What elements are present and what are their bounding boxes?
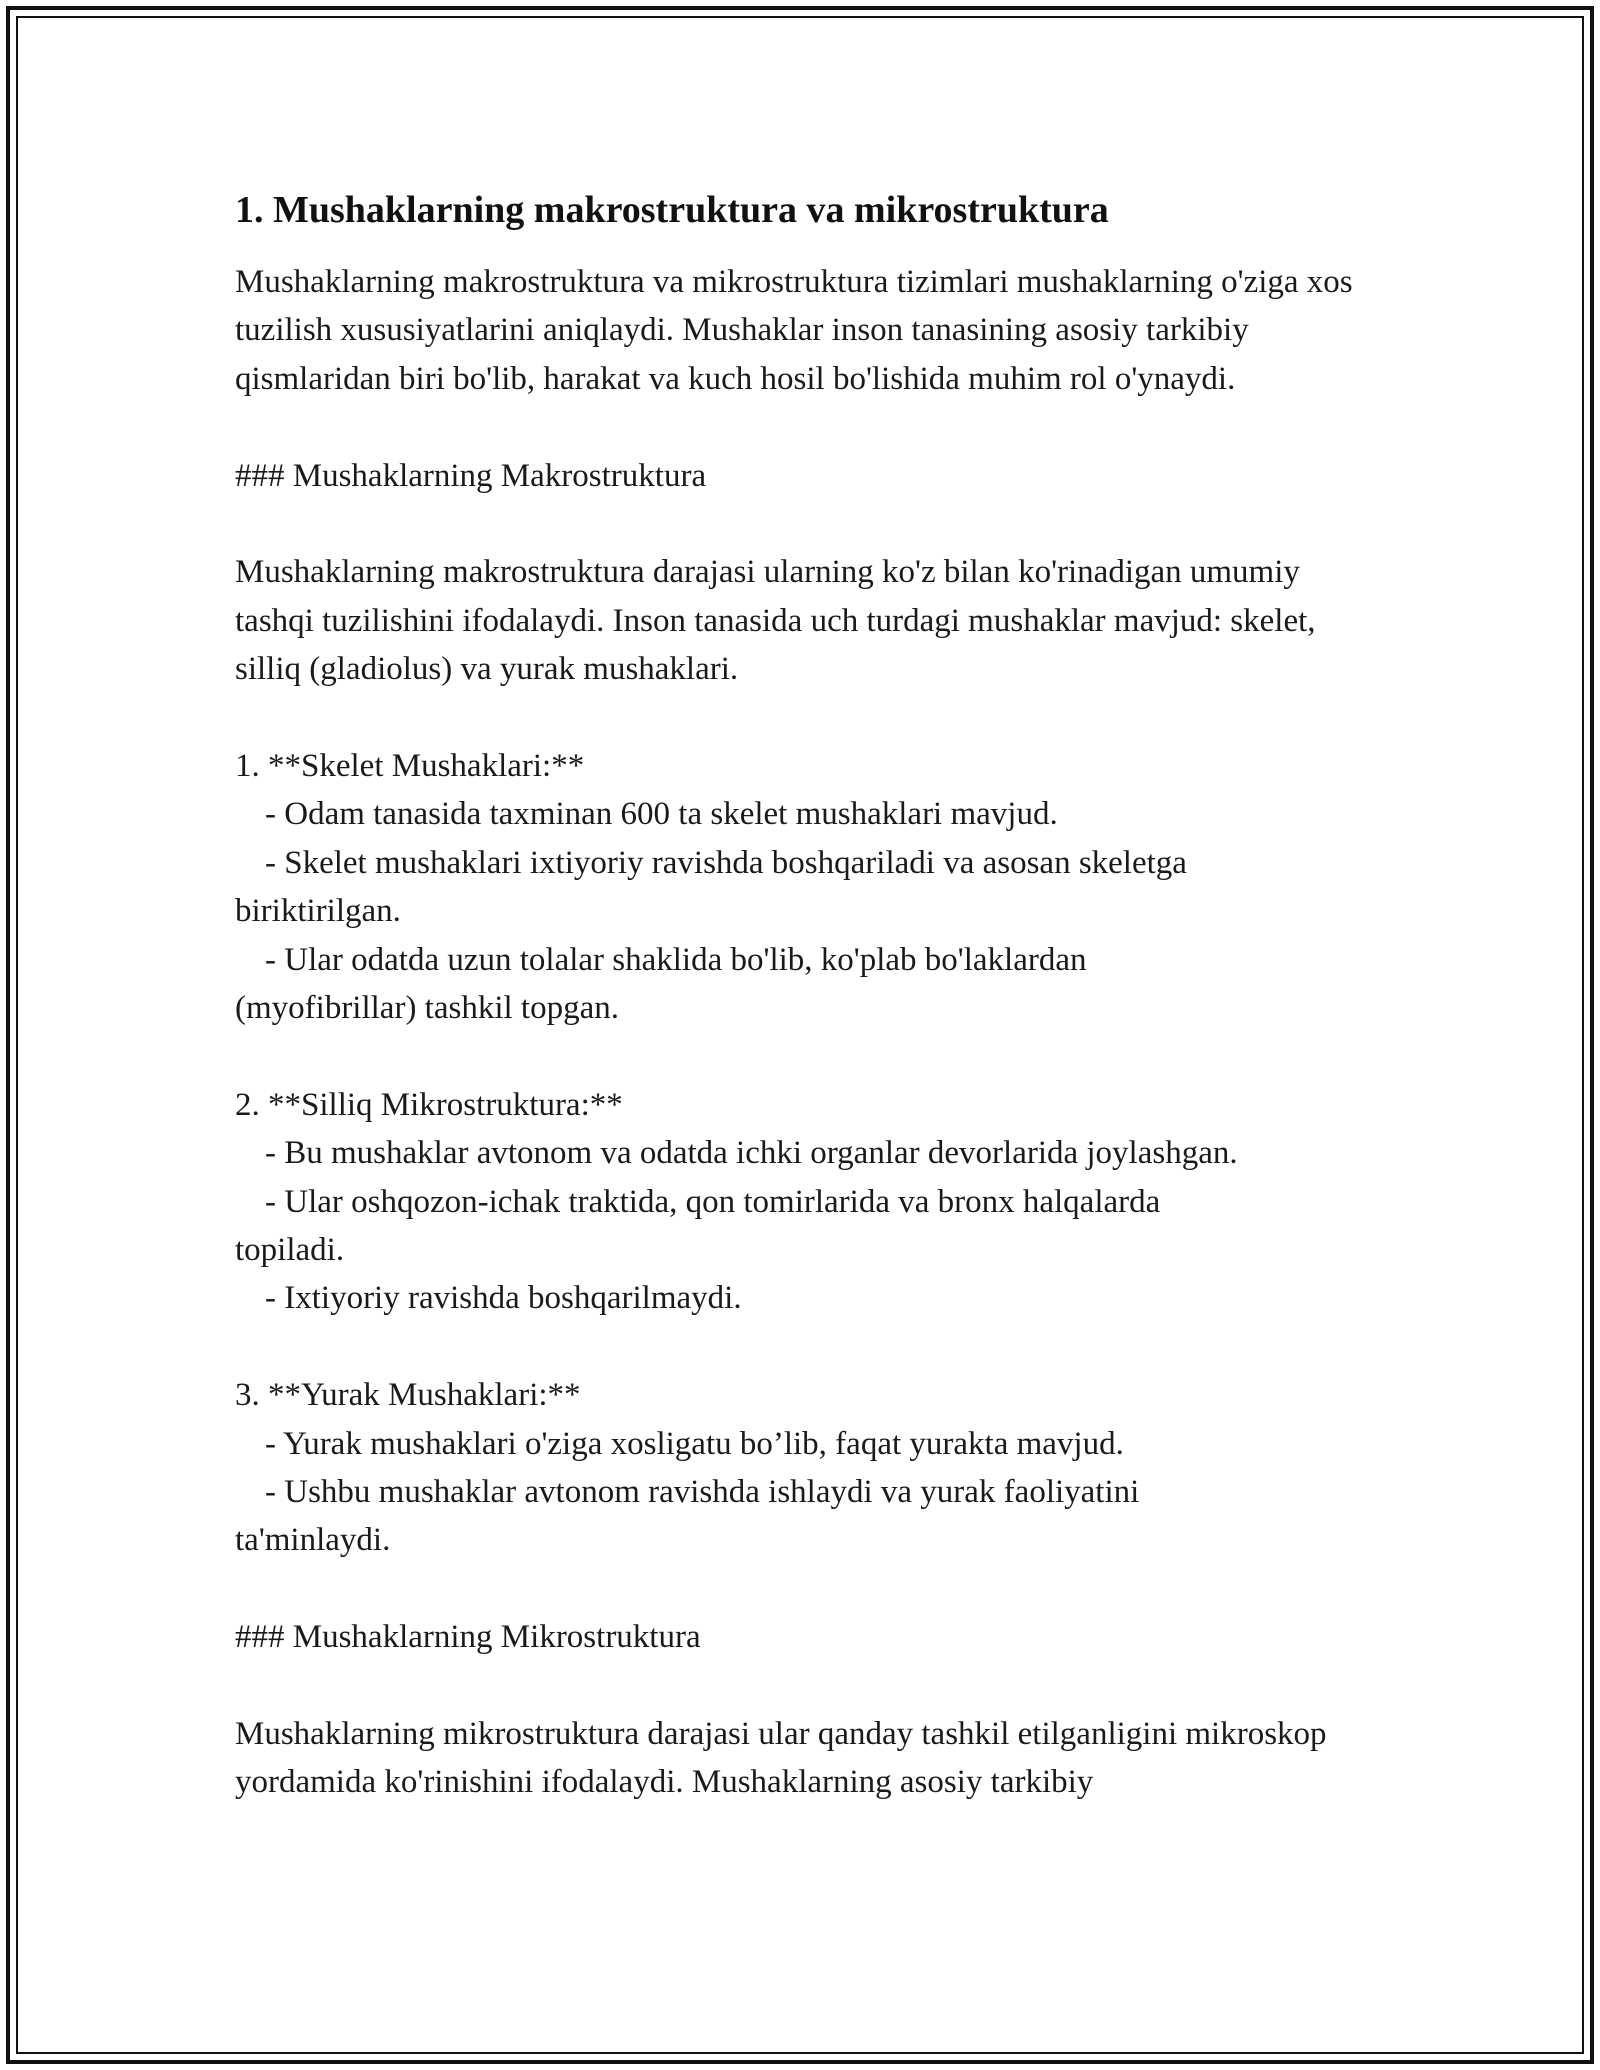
spacer bbox=[235, 1032, 1365, 1080]
macro-heading: ### Mushaklarning Makrostruktura bbox=[235, 457, 707, 494]
spacer bbox=[235, 694, 1365, 742]
document-title: 1. Mushaklarning makrostruktura va mikrostruktura bbox=[235, 189, 1109, 231]
list-item-continuation: biriktirilgan. bbox=[235, 893, 401, 930]
list-item: - Ular odatda uzun tolalar shaklida bo'lib, ko'plab bo'laklardan bbox=[265, 941, 1087, 978]
micro-heading: ### Mushaklarning Mikrostruktura bbox=[235, 1619, 701, 1656]
list-item-continuation: ta'minlaydi. bbox=[235, 1522, 391, 1559]
list-heading: 3. **Yurak Mushaklari:** bbox=[235, 1377, 581, 1414]
spacer bbox=[235, 1565, 1365, 1613]
list-item: - Ixtiyoriy ravishda boshqarilmaydi. bbox=[265, 1280, 742, 1317]
spacer bbox=[235, 500, 1365, 548]
list-item: - Ushbu mushaklar avtonom ravishda ishlaydi va yurak faoliyatini bbox=[265, 1474, 1140, 1511]
list-section-yurak bbox=[235, 1371, 1365, 1565]
list-item: - Ular oshqozon-ichak traktida, qon tomirlarida va bronx halqalarda bbox=[265, 1183, 1161, 1220]
spacer bbox=[235, 1662, 1365, 1710]
macro-paragraph: Mushaklarning makrostruktura darajasi ularning ko'z bilan ko'rinadigan umumiy tashqi tuzilishini ifodalaydi. Inson tanasida uch turdagi mushaklar mavjud: skelet, silliq (gladiolus) va yurak mushaklari. bbox=[235, 554, 1324, 688]
spacer bbox=[235, 403, 1365, 451]
list-item: - Yurak mushaklari o'ziga xosligatu bo’lib, faqat yurakta mavjud. bbox=[265, 1425, 1124, 1462]
list-heading: 2. **Silliq Mikrostruktura:** bbox=[235, 1086, 623, 1123]
list-item: - Odam tanasida taxminan 600 ta skelet mushaklari mavjud. bbox=[265, 796, 1058, 833]
list-item: - Bu mushaklar avtonom va odatda ichki organlar devorlarida joylashgan. bbox=[265, 1135, 1238, 1172]
list-section-silliq bbox=[235, 1081, 1365, 1323]
micro-paragraph: Mushaklarning mikrostruktura darajasi ular qanday tashkil etilganligini mikroskop yordamida ko'rinishini ifodalaydi. Mushaklarning asosiy tarkibiy bbox=[235, 1716, 1335, 1801]
list-item-continuation: (myofibrillar) tashkil topgan. bbox=[235, 990, 619, 1027]
list-section-skelet bbox=[235, 742, 1365, 1032]
intro-paragraph: Mushaklarning makrostruktura va mikrostruktura tizimlari mushaklarning o'ziga xos tuzilish xususiyatlarini aniqlaydi. Mushaklar inson tanasining asosiy tarkibiy qismlaridan biri bo'lib, harakat va kuch hosil bo'lishida muhim rol o'ynaydi. bbox=[235, 264, 1361, 397]
list-item: - Skelet mushaklari ixtiyoriy ravishda boshqariladi va asosan skeletga bbox=[265, 844, 1187, 881]
document-body bbox=[235, 186, 1365, 1807]
list-item-continuation: topiladi. bbox=[235, 1232, 345, 1269]
list-heading: 1. **Skelet Mushaklari:** bbox=[235, 748, 585, 785]
spacer bbox=[235, 1323, 1365, 1371]
